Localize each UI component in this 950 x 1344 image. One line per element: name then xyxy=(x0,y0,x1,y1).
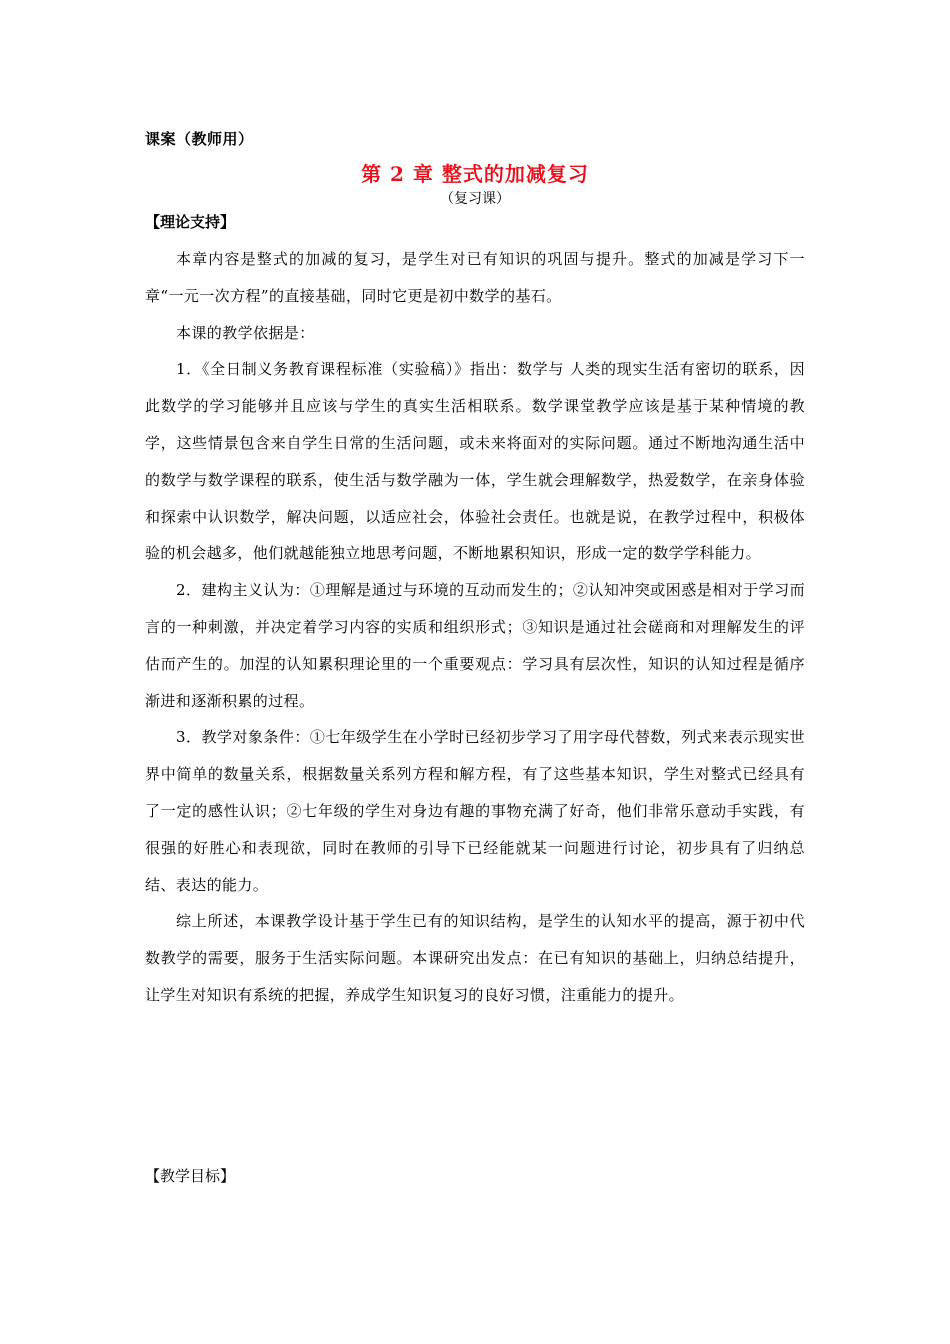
basis-item-3-paragraph: 3．教学对象条件：①七年级学生在小学时已经初步学习了用字母代替数，列式来表示现实世界中简单的数量关系，根据数量关系列方程和解方程，有了这些基本知识，学生对整式已经具有了一定的感性认识；②七年级的学生对身边有趣的事物充满了好奇，他们非常乐意动手实践，有很强的好胜心和表现欲，同时在教师的引导下已经能就某一问题进行讨论，初步具有了归纳总结、表达的能力。 xyxy=(145,728,805,894)
theory-support-heading: 【理论支持】 xyxy=(145,213,236,231)
basis-item-2-paragraph: 2．建构主义认为：①理解是通过与环境的互动而发生的；②认知冲突或困惑是相对于学习而言的一种刺激，并决定着学习内容的实质和组织形式；③知识是通过社会磋商和对理解发生的评估而产生的。加涅的认知累积理论里的一个重要观点：学习具有层次性，知识的认知过程是循序渐进和逐渐积累的过程。 xyxy=(145,581,805,710)
intro-paragraph: 本章内容是整式的加减的复习，是学生对已有知识的巩固与提升。整式的加减是学习下一章“一元一次方程”的直接基础，同时它更是初中数学的基石。 xyxy=(145,250,805,305)
theory-body xyxy=(145,241,805,1014)
document-label: 课案（教师用） xyxy=(145,130,254,148)
chapter-title: 第 2 章 整式的加减复习 xyxy=(361,162,589,186)
lesson-type-subtitle: （复习课） xyxy=(440,191,510,207)
basis-intro-paragraph: 本课的教学依据是： xyxy=(176,323,315,342)
summary-paragraph: 综上所述，本课教学设计基于学生已有的知识结构，是学生的认知水平的提高，源于初中代数教学的需要，服务于生活实际问题。本课研究出发点：在已有知识的基础上，归纳总结提升，让学生对知识有系统的把握，养成学生知识复习的良好习惯，注重能力的提升。 xyxy=(145,912,805,1004)
basis-item-1-paragraph: 1．《全日制义务教育课程标准（实验稿）》指出：数学与 人类的现实生活有密切的联系，因此数学的学习能够并且应该与学生的真实生活相联系。数学课堂教学应该是基于某种情境的教学，这些情景包含来自学生日常的生活问题，或未来将面对的实际问题。通过不断地沟通生活中的数学与数学课程的联系，使生活与数学融为一体，学生就会理解数学，热爱数学，在亲身体验和探索中认识数学，解决问题，以适应社会，体验社会责任。也就是说，在教学过程中，积极体验的机会越多，他们就越能独立地思考问题，不断地累积知识，形成一定的数学学科能力。 xyxy=(145,360,805,563)
teaching-goals-heading: 【教学目标】 xyxy=(145,1167,236,1185)
